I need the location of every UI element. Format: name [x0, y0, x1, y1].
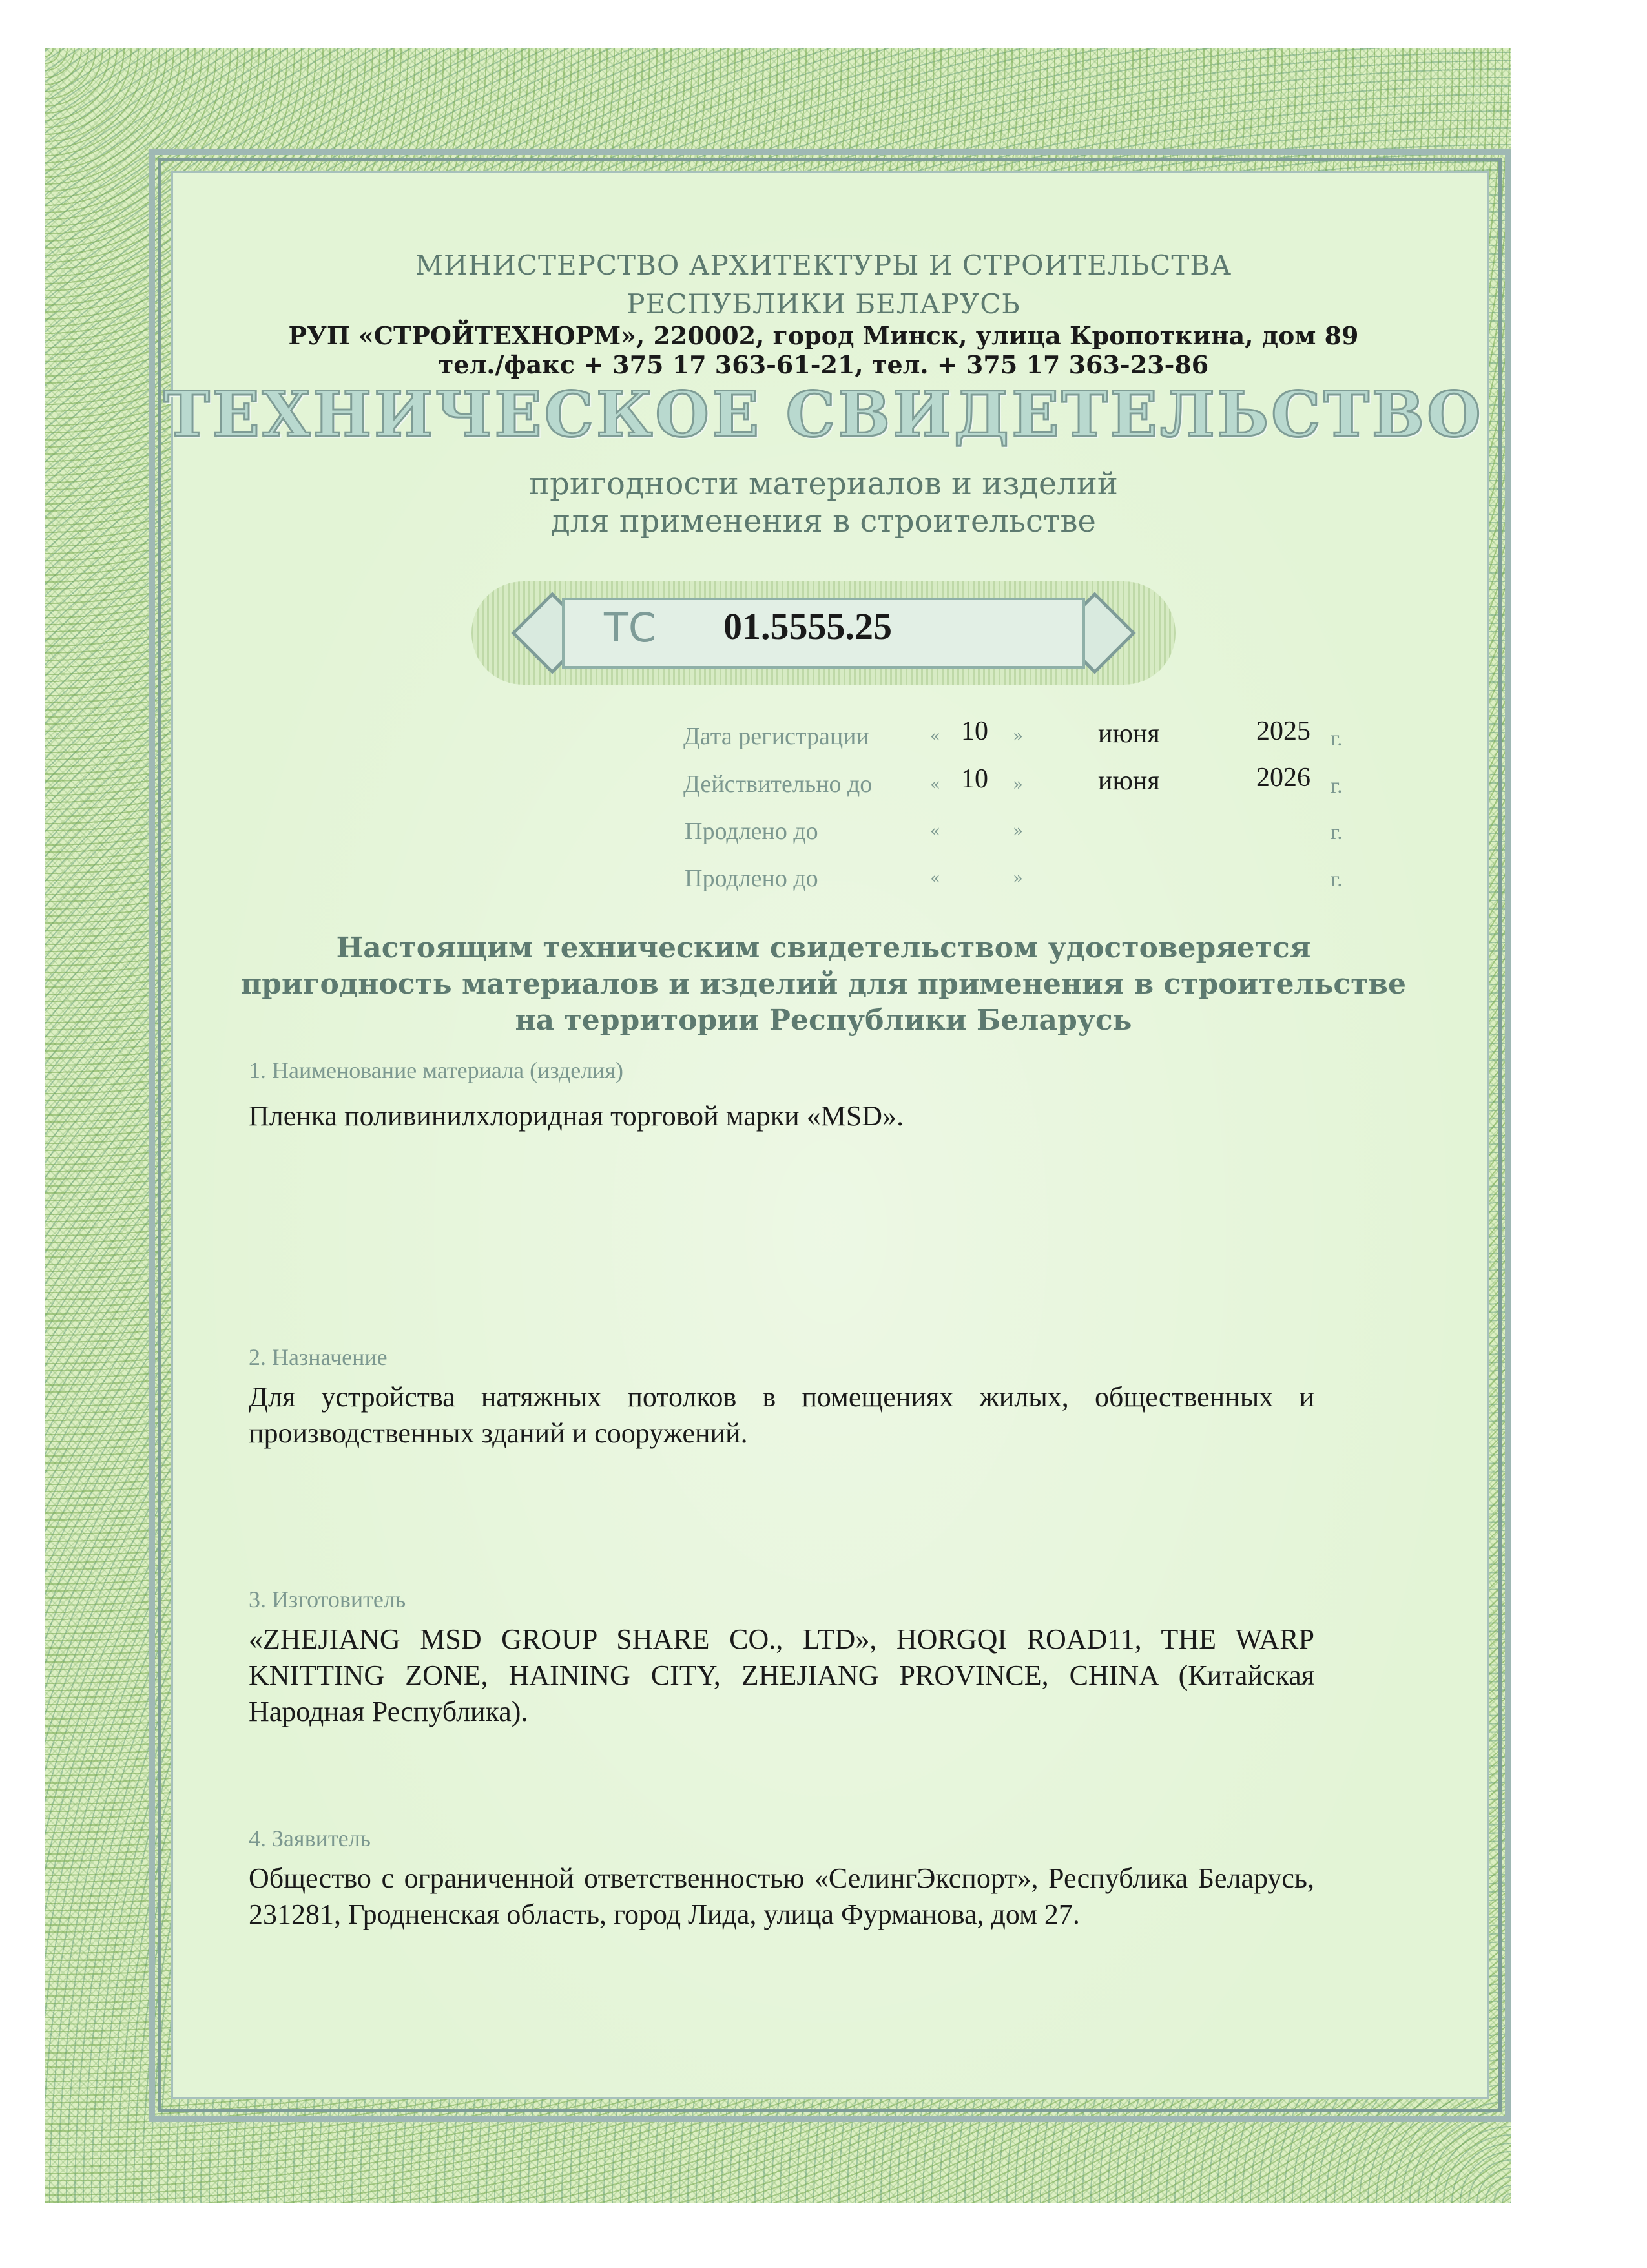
registration-year: 2025	[1256, 716, 1310, 746]
applicant-text: Общество с ограниченной ответственностью «СелингЭкспорт», Республика Беларусь, 231281, Гродненская область, город Лида, улица Фурманова, дом 27.	[249, 1862, 1314, 1930]
ministry-name-line1: МИНИСТЕРСТВО АРХИТЕКТУРЫ И СТРОИТЕЛЬСТВА	[415, 249, 1232, 281]
open-quote: «	[930, 727, 940, 746]
extended-until-label-1: Продлено до	[685, 818, 818, 845]
close-quote: »	[1013, 727, 1023, 746]
year-suffix: г.	[1331, 774, 1343, 798]
manufacturer-text: «ZHEJIANG MSD GROUP SHARE CO., LTD», HORGQI ROAD11, THE WARP KNITTING ZONE, HAINING CITY, ZHEJIANG PROVINCE, CHINA (Китайская Народная Республика).	[249, 1623, 1314, 1727]
certificate-panel	[171, 171, 1489, 2099]
year-suffix: г.	[1331, 820, 1343, 844]
subtitle-line2: для применения в строительстве	[551, 503, 1096, 539]
registration-day: 10	[961, 716, 988, 746]
statement-line1: Настоящим техническим свидетельством удостоверяется	[336, 931, 1311, 964]
applicant-label: 4. Заявитель	[249, 1826, 371, 1851]
open-quote: «	[930, 822, 940, 841]
certificate-prefix: ТС	[604, 604, 657, 651]
valid-until-label: Действительно до	[683, 771, 873, 798]
statement-line3: на территории Республики Беларусь	[515, 1004, 1132, 1037]
close-quote: »	[1013, 822, 1023, 841]
valid-until-year: 2026	[1256, 763, 1310, 793]
manufacturer-label: 3. Изготовитель	[249, 1587, 406, 1612]
organization-address: РУП «СТРОЙТЕХНОРМ», 220002, город Минск, улица Кропоткина, дом 89	[288, 321, 1359, 350]
registration-month: июня	[1098, 719, 1160, 749]
extended-until-label-2: Продлено до	[685, 865, 818, 892]
purpose-label: 2. Назначение	[249, 1344, 388, 1370]
close-quote: »	[1013, 775, 1023, 795]
open-quote: «	[930, 869, 940, 888]
registration-date-label: Дата регистрации	[683, 723, 869, 750]
valid-until-day: 10	[961, 764, 988, 794]
year-suffix: г.	[1331, 727, 1343, 751]
document-title: ТЕХНИЧЕСКОЕ СВИДЕТЕЛЬСТВО	[163, 378, 1484, 451]
subtitle-line1: пригодности материалов и изделий	[529, 466, 1118, 502]
material-text: Пленка поливинилхлоридная торговой марки «MSD».	[249, 1100, 904, 1132]
open-quote: «	[930, 775, 940, 795]
year-suffix: г.	[1331, 868, 1343, 891]
ministry-name-line2: РЕСПУБЛИКИ БЕЛАРУСЬ	[627, 288, 1020, 320]
purpose-text: Для устройства натяжных потолков в помещениях жилых, общественных и производственных зданий и сооружений.	[249, 1381, 1314, 1449]
certificate-number: 01.5555.25	[723, 605, 892, 647]
material-label: 1. Наименование материала (изделия)	[249, 1057, 623, 1083]
certificate-number-badge	[471, 568, 1176, 698]
statement-line2: пригодность материалов и изделий для применения в строительстве	[240, 968, 1407, 1001]
close-quote: »	[1013, 869, 1023, 888]
valid-until-month: июня	[1098, 766, 1160, 796]
organization-contacts: тел./факс + 375 17 363-61-21, тел. + 375 17 363-23-86	[438, 350, 1209, 379]
